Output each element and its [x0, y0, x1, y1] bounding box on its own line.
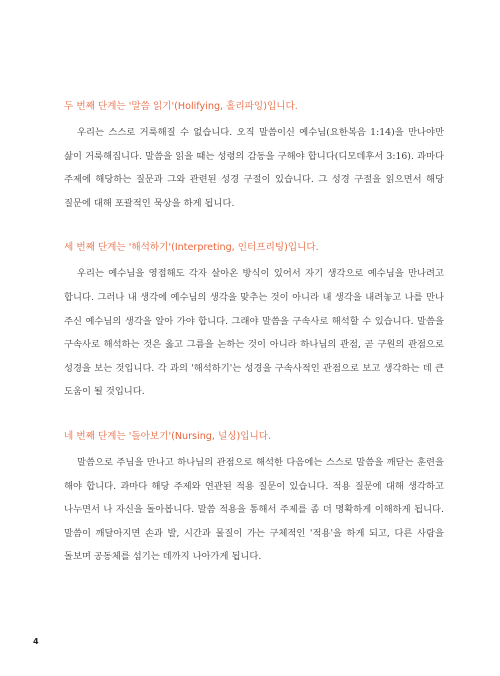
page-number: 4	[33, 637, 39, 646]
section-heading: 세 번째 단계는 '해석하기'(Interpreting, 인터프리팅)입니다.	[64, 242, 319, 254]
section-heading: 네 번째 단계는 '돌아보기'(Nursing, 널싱)입니다.	[64, 430, 272, 442]
section-heading: 두 번째 단계는 '말씀 읽기'(Holifying, 홀리파잉)입니다.	[64, 101, 298, 112]
section-body: 우리는 예수님을 영접해도 각자 살아온 방식이 있어서 자기 생각으로 예수님을 만나려고 합니다. 그러나 내 생각에 예수님의 생각을 맞추는 것이 아니라 내 생각을 내려놓고 나를 만나 주신 예수님의 생각을 알아 가야 합니다. 그래야 말씀을 구속사로 해석할 수 있습니다. 말씀을 구속사로 해석하는 것은 옳고 그름을 논하는 것이 아니라 하나님의 관점, 곧 구원의 관점으로 성경을 보는 것입니다. 각 과의 '해석하기'는 성경을 구속사적인 관점으로 보고 생각하는 데 큰 도움이 될 것입니다.	[64, 268, 444, 398]
section-nursing	[64, 428, 444, 569]
page-content	[64, 98, 444, 593]
section-holifying	[64, 98, 444, 215]
section-body: 우리는 스스로 거룩해질 수 없습니다. 오직 말씀이신 예수님(요한복음 1:14)을 만나야만 삶이 거룩해집니다. 말씀을 읽을 때는 성령의 감동을 구해야 합니다(디모데후서 3:16). 과마다 주제에 해당하는 질문과 그와 관련된 성경 구절이 있습니다. 그 성경 구절을 읽으면서 해당 질문에 대해 포괄적인 묵상을 하게 됩니다.	[64, 127, 444, 209]
section-interpreting	[64, 239, 444, 404]
section-body: 말씀으로 주님을 만나고 하나님의 관점으로 해석한 다음에는 스스로 말씀을 깨닫는 훈련을 해야 합니다. 과마다 해당 주제와 연관된 적용 질문이 있습니다. 적용 질문에 대해 생각하고 나누면서 나 자신을 돌아봅니다. 말씀 적용을 통해서 주제를 좀 더 명확하게 이해하게 됩니다. 말씀이 깨달아지면 손과 발, 시간과 물질이 가는 구체적인 '적용'을 하게 되고, 다른 사람을 돌보며 공동체를 섬기는 데까지 나아가게 됩니다.	[64, 456, 444, 563]
